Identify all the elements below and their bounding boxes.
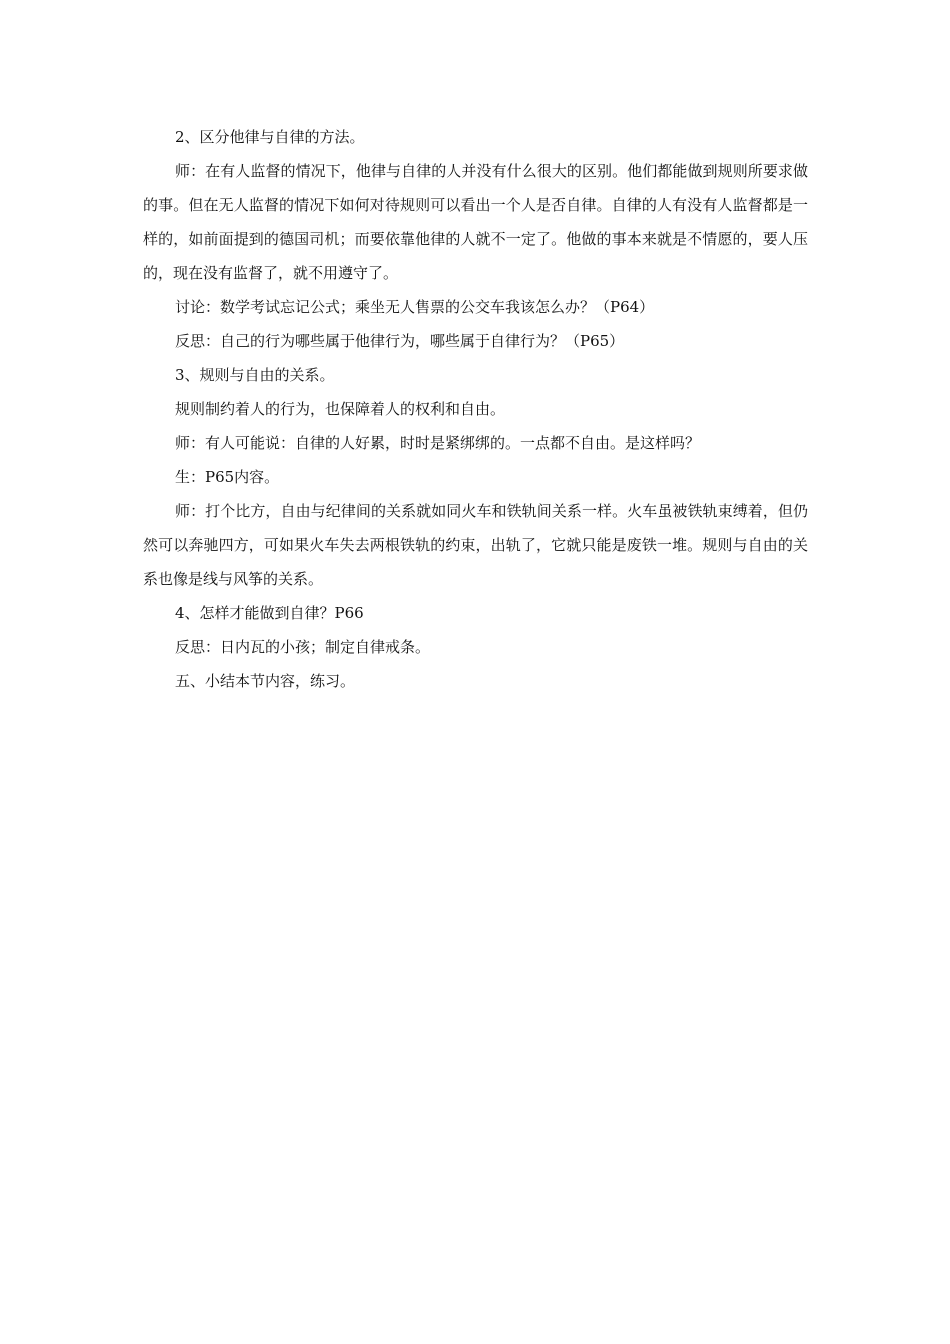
section-heading-2: 2、区分他律与自律的方法。 [175, 128, 365, 146]
section-heading-4: 4、怎样才能做到自律？P66 [175, 604, 364, 622]
teacher-paragraph-1: 师：在有人监督的情况下，他律与自律的人并没有什么很大的区别。他们都能做到规则所要求做的事。但在无人监督的情况下如何对待规则可以看出一个人是否自律。自律的人有没有人监督都是一样的，如前面提到的德国司机；而要依靠他律的人就不一定了。他做的事本来就是不情愿的，要人压的，现在没有监督了，就不用遵守了。 [143, 162, 808, 282]
rule-freedom-paragraph: 规则制约着人的行为，也保障着人的权利和自由。 [175, 400, 506, 418]
reflection-paragraph-1: 反思：自己的行为哪些属于他律行为，哪些属于自律行为？（P65） [175, 332, 625, 350]
discussion-paragraph: 讨论：数学考试忘记公式；乘坐无人售票的公交车我该怎么办？（P64） [175, 298, 655, 316]
document-body [143, 120, 808, 698]
section-heading-5: 五、小结本节内容，练习。 [175, 672, 356, 690]
teacher-paragraph-3: 师：打个比方，自由与纪律间的关系就如同火车和铁轨间关系一样。火车虽被铁轨束缚着，但仍然可以奔驰四方，可如果火车失去两根铁轨的约束，出轨了，它就只能是废铁一堆。规则与自由的关系也像是线与风筝的关系。 [143, 502, 808, 588]
section-heading-3: 3、规则与自由的关系。 [175, 366, 335, 384]
student-paragraph: 生：P65内容。 [175, 468, 280, 486]
teacher-paragraph-2: 师：有人可能说：自律的人好累，时时是紧绑绑的。一点都不自由。是这样吗？ [175, 434, 701, 452]
reflection-paragraph-2: 反思：日内瓦的小孩；制定自律戒条。 [175, 638, 431, 656]
